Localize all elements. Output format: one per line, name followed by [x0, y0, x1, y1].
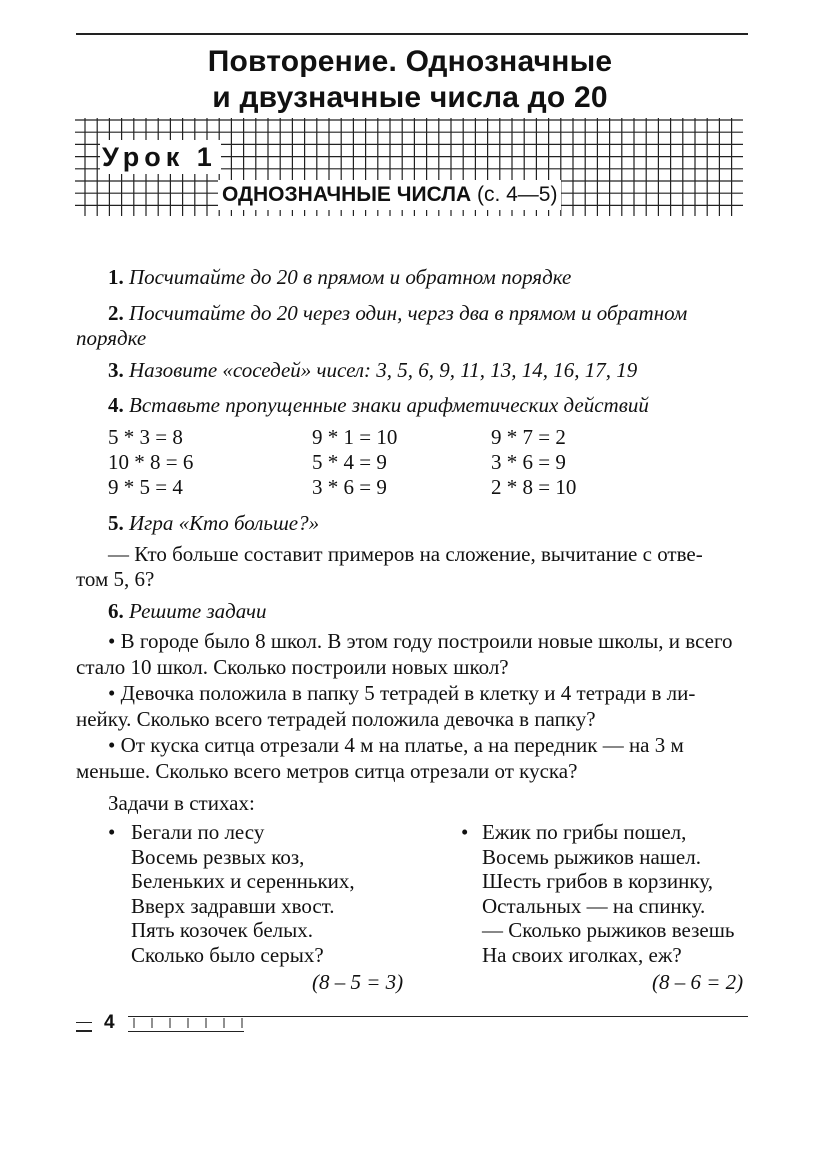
poem-right-answer: (8 – 6 = 2): [652, 970, 744, 994]
poem-line: Бегали по лесу: [131, 820, 265, 844]
task-3: 3. Назовите «соседей» чисел: 3, 5, 6, 9, 11, 13, 14, 16, 17, 19: [108, 358, 638, 382]
task-2-continued: порядке: [76, 326, 147, 350]
poem-line: Восемь резвых коз,: [131, 844, 305, 869]
equation: 2 * 8 = 10: [491, 475, 577, 499]
topic-pages: (с. 4—5): [471, 183, 558, 206]
poem-line: Восемь рыжиков нашел.: [482, 844, 701, 869]
lesson-topic: [218, 180, 561, 210]
poem-line: На своих иголках, еж?: [482, 942, 682, 967]
equation: 9 * 5 = 4: [108, 475, 183, 499]
verses-heading: Задачи в стихах:: [108, 791, 255, 815]
poem-line: Остальных — на спинку.: [482, 893, 706, 918]
equation: 3 * 6 = 9: [312, 475, 387, 499]
poem-line: — Сколько рыжиков везешь: [482, 918, 735, 942]
task-4: 4. Вставьте пропущенные знаки арифметических действий: [108, 393, 649, 417]
topic-title: ОДНОЗНАЧНЫЕ ЧИСЛА: [222, 183, 472, 206]
page-title-line1: Повторение. Однозначные: [207, 45, 613, 78]
poem-line: Ежик по грибы пошел,: [482, 820, 687, 844]
page-title-line2: и двузначные числа до 20: [212, 81, 608, 114]
footer-ruler-ticks: [128, 1016, 248, 1032]
equation: 9 * 7 = 2: [491, 425, 566, 449]
problem-3-continued: меньше. Сколько всего метров ситца отрезали от куска?: [76, 759, 578, 783]
problem-2-continued: нейку. Сколько всего тетрадей положила девочка в папку?: [76, 707, 596, 731]
task-2: 2. Посчитайте до 20 через один, чергз два в прямом и обратном: [108, 301, 688, 325]
task-5-question-continued: том 5, 6?: [76, 567, 155, 591]
poem-line: Сколько было серых?: [131, 942, 324, 967]
poem-line: Пять козочек белых.: [131, 918, 313, 942]
equation: 5 * 4 = 9: [312, 450, 387, 474]
problem-3: • От куска ситца отрезали 4 м на платье, а на передник — на 3 м: [108, 733, 684, 757]
poem-left: [131, 820, 355, 967]
equation: 10 * 8 = 6: [108, 450, 194, 474]
lesson-label: Урок 1: [100, 140, 221, 174]
equation: 3 * 6 = 9: [491, 450, 566, 474]
task-6: 6. Решите задачи: [108, 599, 267, 623]
poem-line: Беленьких и серенньких,: [131, 869, 355, 893]
page-number: 4: [104, 1012, 115, 1033]
poem-left-answer: (8 – 5 = 3): [312, 970, 404, 994]
problem-1: • В городе было 8 школ. В этом году построили новые школы, и всего: [108, 629, 733, 653]
top-rule: [76, 33, 748, 35]
problem-1-continued: стало 10 школ. Сколько построили новых школ?: [76, 655, 509, 679]
poem-left-bullet: •: [108, 820, 116, 844]
task-5-question: — Кто больше составит примеров на сложение, вычитание с отве-: [108, 542, 703, 566]
problem-2: • Девочка положила в папку 5 тетрадей в клетку и 4 тетради в ли-: [108, 681, 696, 705]
poem-line: Вверх задравши хвост.: [131, 893, 335, 918]
equation: 9 * 1 = 10: [312, 425, 398, 449]
task-5: 5. Игра «Кто больше?»: [108, 511, 320, 535]
poem-line: Шесть грибов в корзинку,: [482, 869, 713, 893]
poem-right-bullet: •: [461, 820, 469, 844]
footer-tick: [76, 1030, 92, 1032]
equation: 5 * 3 = 8: [108, 425, 183, 449]
poem-right: [482, 820, 734, 967]
footer-tick: [76, 1022, 92, 1023]
task-1: 1. Посчитайте до 20 в прямом и обратном порядке: [108, 265, 572, 289]
